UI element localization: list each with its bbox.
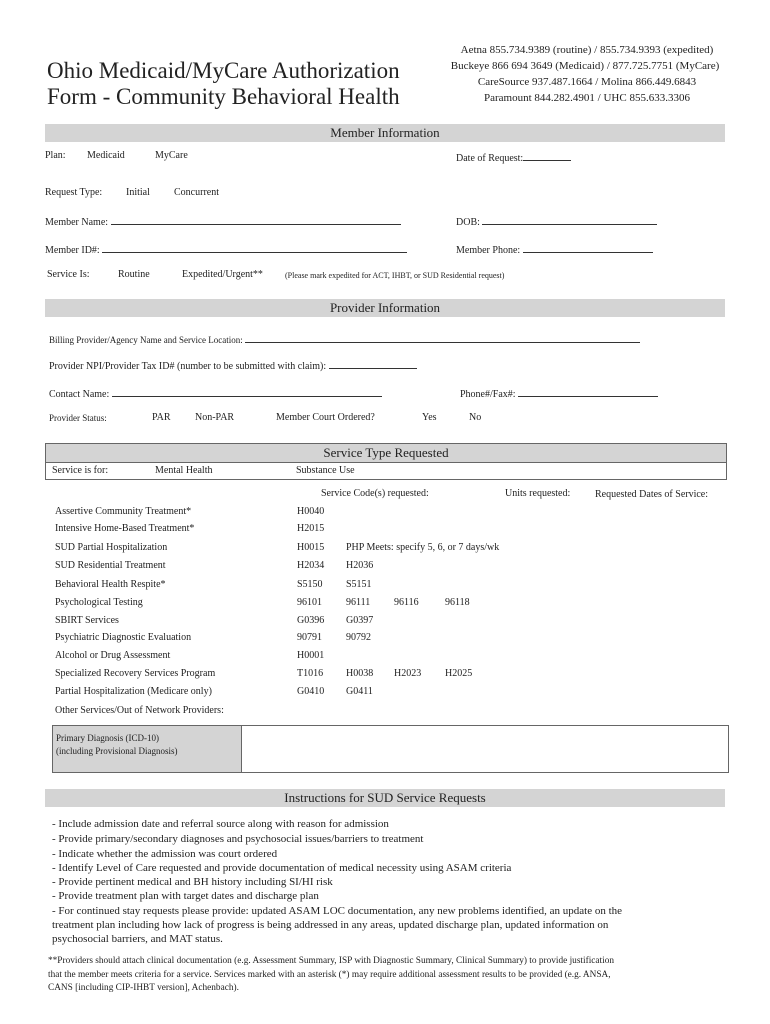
section-header-member: Member Information (45, 124, 725, 142)
service-code-option[interactable]: H2023 (394, 668, 422, 679)
section-header-provider: Provider Information (45, 299, 725, 317)
service-is-label: Service Is: (47, 269, 90, 280)
service-code-option[interactable]: 96118 (445, 597, 470, 608)
member-name-field[interactable] (45, 214, 401, 228)
phone-fax-label: Phone#/Fax#: (460, 389, 516, 400)
contact-name-label: Contact Name: (49, 389, 110, 400)
diagnosis-box (52, 725, 729, 773)
provider-status-option-par[interactable]: PAR (152, 412, 171, 423)
instruction-item: - Indicate whether the admission was court ordered (52, 848, 278, 860)
service-is-option-routine[interactable]: Routine (118, 269, 150, 280)
service-row-name: SBIRT Services (55, 615, 119, 626)
dob-label: DOB: (456, 217, 480, 228)
member-name-label: Member Name: (45, 217, 109, 228)
instruction-item: - Provide pertinent medical and BH history including SI/HI risk (52, 876, 333, 888)
billing-provider-field[interactable] (49, 332, 640, 345)
service-code-option[interactable]: H0040 (297, 506, 325, 517)
diagnosis-label-line2: (including Provisional Diagnosis) (56, 746, 178, 756)
date-of-request-label: Date of Request: (456, 153, 524, 164)
instruction-item: - Provide treatment plan with target dates and discharge plan (52, 890, 319, 902)
dates-header: Requested Dates of Service: (595, 489, 709, 500)
form-title-line2: Form - Community Behavioral Health (47, 84, 400, 109)
service-code-option[interactable]: 90792 (346, 632, 371, 643)
court-ordered-option-yes[interactable]: Yes (422, 412, 437, 423)
codes-header: Service Code(s) requested: (321, 488, 429, 499)
service-for-option-mental-health[interactable]: Mental Health (155, 465, 213, 476)
service-row-name: Psychological Testing (55, 597, 143, 608)
request-type-option-initial[interactable]: Initial (126, 187, 150, 198)
provider-status-label: Provider Status: (49, 413, 107, 423)
dob-field[interactable] (456, 214, 657, 228)
service-code-option[interactable]: H0001 (297, 650, 325, 661)
service-code-option[interactable]: H0038 (346, 668, 374, 679)
service-code-option[interactable]: G0411 (346, 686, 373, 697)
service-row-name: Partial Hospitalization (Medicare only) (55, 686, 212, 697)
service-row-name: Alcohol or Drug Assessment (55, 650, 171, 661)
contact-name-field[interactable] (49, 386, 382, 400)
service-code-option[interactable]: G0410 (297, 686, 325, 697)
provider-npi-field[interactable] (49, 358, 417, 372)
court-ordered-option-no[interactable]: No (469, 412, 482, 423)
service-code-option[interactable]: PHP Meets: specify 5, 6, or 7 days/wk (346, 542, 500, 553)
service-row-name: Specialized Recovery Services Program (55, 668, 216, 679)
service-row-name: SUD Partial Hospitalization (55, 542, 168, 553)
instruction-item: - For continued stay requests please provide: updated ASAM LOC documentation, any new problems identified, an update on the (52, 905, 623, 917)
service-row-name: Assertive Community Treatment* (55, 506, 192, 517)
service-code-option[interactable]: 96116 (394, 597, 419, 608)
diagnosis-label-line1: Primary Diagnosis (ICD-10) (56, 733, 159, 743)
service-for-option-substance-use[interactable]: Substance Use (296, 465, 355, 476)
service-for-label: Service is for: (52, 465, 109, 476)
instruction-item: - Provide primary/secondary diagnoses and psychosocial issues/barriers to treatment (52, 833, 424, 845)
diagnosis-input[interactable] (242, 726, 728, 772)
service-code-option[interactable]: H2036 (346, 560, 374, 571)
service-is-option-expedited[interactable]: Expedited/Urgent** (182, 269, 263, 280)
contact-line: Paramount 844.282.4901 / UHC 855.633.3306 (484, 92, 690, 104)
section-header-instructions: Instructions for SUD Service Requests (45, 789, 725, 807)
court-ordered-label: Member Court Ordered? (276, 412, 375, 423)
service-code-option[interactable]: H2015 (297, 523, 325, 534)
phone-fax-field[interactable] (460, 386, 658, 400)
service-code-option[interactable]: G0397 (346, 615, 374, 626)
service-code-option[interactable]: 90791 (297, 632, 322, 643)
request-type-option-concurrent[interactable]: Concurrent (174, 187, 219, 198)
plan-option-mycare[interactable]: MyCare (155, 150, 188, 161)
expedited-note: (Please mark expedited for ACT, IHBT, or SUD Residential request) (285, 271, 505, 280)
plan-option-medicaid[interactable]: Medicaid (87, 150, 125, 161)
provider-status-option-nonpar[interactable]: Non-PAR (195, 412, 235, 423)
units-header: Units requested: (505, 488, 571, 499)
instruction-item: - Include admission date and referral source along with reason for admission (52, 818, 389, 830)
service-for-row (45, 462, 727, 480)
service-code-option[interactable]: H2034 (297, 560, 325, 571)
service-code-option[interactable]: G0396 (297, 615, 325, 626)
service-row-name: Intensive Home-Based Treatment* (55, 523, 195, 534)
service-code-option[interactable]: 96111 (346, 597, 371, 608)
section-header-service: Service Type Requested (45, 443, 727, 463)
service-code-option[interactable]: T1016 (297, 668, 324, 679)
service-code-option[interactable]: S5151 (346, 579, 372, 590)
instruction-item: - Identify Level of Care requested and provide documentation of medical necessity using ASAM criteria (52, 862, 512, 874)
plan-label: Plan: (45, 150, 66, 161)
footnote-line: CANS [including CIP-IHBT version], Achenbach). (48, 983, 239, 993)
contact-line: Buckeye 866 694 3649 (Medicaid) / 877.725.7751 (MyCare) (450, 60, 720, 72)
member-phone-label: Member Phone: (456, 245, 521, 256)
member-phone-field[interactable] (456, 242, 653, 256)
instruction-item: psychosocial barriers, and MAT status. (52, 933, 223, 945)
diagnosis-label-cell (53, 726, 242, 772)
service-code-option[interactable]: H0015 (297, 542, 325, 553)
billing-provider-label: Billing Provider/Agency Name and Service Location: (49, 335, 243, 345)
service-code-option[interactable]: 96101 (297, 597, 322, 608)
service-row-name: Psychiatric Diagnostic Evaluation (55, 632, 192, 643)
service-code-option[interactable]: H2025 (445, 668, 473, 679)
member-id-field[interactable] (45, 242, 407, 256)
instruction-item: treatment plan including how lack of progress is being addressed in any areas, updated discharge plan, updated information on (52, 919, 609, 931)
provider-npi-label: Provider NPI/Provider Tax ID# (number to be submitted with claim): (49, 361, 327, 372)
service-row-name: SUD Residential Treatment (55, 560, 166, 571)
contact-line: CareSource 937.487.1664 / Molina 866.449.6843 (477, 76, 697, 88)
contact-line: Aetna 855.734.9389 (routine) / 855.734.9393 (expedited) (460, 44, 714, 56)
service-code-option[interactable]: S5150 (297, 579, 323, 590)
other-services-label: Other Services/Out of Network Providers: (55, 705, 224, 716)
service-row-name: Behavioral Health Respite* (55, 579, 166, 590)
footnote-line: **Providers should attach clinical documentation (e.g. Assessment Summary, ISP with Diagnostic Summary, Clinical Summary) to provide justification (48, 956, 614, 966)
member-id-label: Member ID#: (45, 245, 100, 256)
footnote-line: that the member meets criteria for a service. Services marked with an asterisk (*) may require additional assessment results to be provided (e.g. ANSA, (48, 970, 611, 980)
date-of-request-field[interactable] (456, 150, 571, 164)
request-type-label: Request Type: (45, 187, 103, 198)
form-title-line1: Ohio Medicaid/MyCare Authorization (47, 58, 400, 83)
